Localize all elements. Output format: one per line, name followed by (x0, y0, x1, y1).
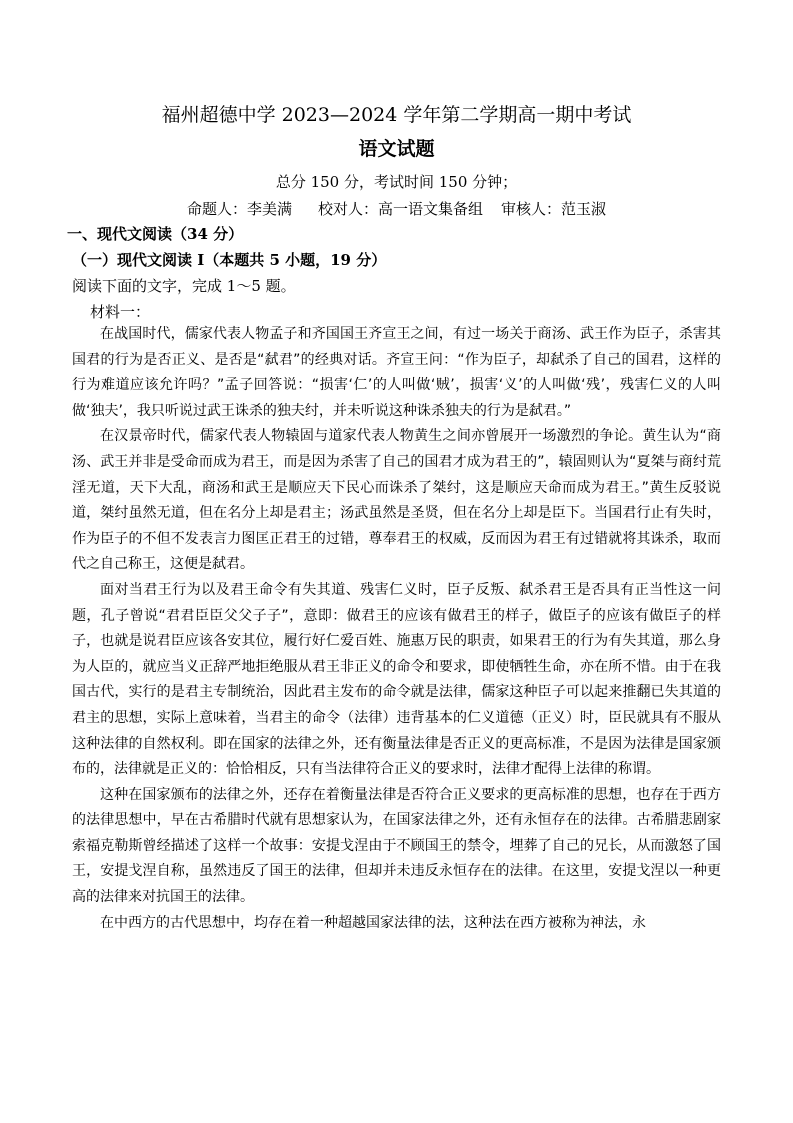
staff-line (0, 198, 793, 219)
paragraph-3: 面对当君王行为以及君王命令有失其道、残害仁义时，臣子反叛、弑杀君王是否具有正当性这一问题，孔子曾说“君君臣臣父父子子”，意即：做君王的应该有做君王的样子，做臣子的应该有做臣子的样子，也就是说君臣应该各安其位，履行好仁爱百姓、施惠万民的职责，如果君王的行为有失其道，那么身为人臣的，就应当义正辞严地拒绝服从君王非正义的命令和要求，即使牺牲生命，亦在所不惜。由于在我国古代，实行的是君主专制统治，因此君主发布的命令就是法律，儒家这种臣子可以起来推翻已失其道的君主的思想，实际上意味着，当君主的命令（法律）违背基本的仁义道德（正义）时，臣民就具有不服从这种法律的自然权利。即在国家的法律之外，还有衡量法律是否正义的更高标准，不是因为法律是国家颁布的，法律就是正义的：恰恰相反，只有当法律符合正义的要求时，法律才配得上法律的称谓。 (72, 581, 721, 778)
paragraph-4: 这种在国家颁布的法律之外，还存在着衡量法律是否符合正义要求的更高标准的思想，也存在于西方的法律思想中，早在古希腊时代就有思想家认为，在国家法律之外，还有永恒存在的法律。古希腊悲剧家索福克勒斯曾经描述了这样一个故事：安提戈涅由于不顾国王的禁令，埋葬了自己的兄长，从而激怒了国王，安提戈涅自称，虽然违反了国王的法律，但却并未违反永恒存在的法律。在这里，安提戈涅以一种更高的法律来对抗国王的法律。 (72, 786, 721, 906)
paragraph-2: 在汉景帝时代，儒家代表人物辕固与道家代表人物黄生之间亦曾展开一场激烈的争论。黄生认为“商汤、武王并非是受命而成为君王，而是因为杀害了自己的国君才成为君王的”，辕固则认为“夏桀与商纣荒淫无道，天下大乱，商汤和武王是顺应天下民心而诛杀了桀纣，这是顺应天命而成为君王。”黄生反驳说道，桀纣虽然无道，但在名分上却是君主；汤武虽然是圣贤，但在名分上却是臣下。当国君行止有失时，作为臣子的不但不发表言力图匡正君王的过错，尊奉君王的权威，反而因为君王有过错就将其诛杀，取而代之自己称王，这便是弑君。 (72, 428, 721, 573)
reading-instruction: 阅读下面的文字，完成 1～5 题。 (72, 277, 296, 295)
setter-text: 命题人：李美满 (186, 200, 292, 218)
paragraph-5: 在中西方的古代思想中，均存在着一种超越国家法律的法，这种法在西方被称为神法，永 (100, 914, 646, 931)
reviewer-text: 审核人：范玉淑 (501, 200, 607, 218)
score-time-line: 总分 150 分，考试时间 150 分钟； (275, 173, 518, 191)
material-label: 材料一： (90, 303, 151, 321)
part1-heading: 一、现代文阅读（34 分） (67, 225, 244, 243)
part1-sub1-heading: （一）现代文阅读 I（本题共 5 小题，19 分） (72, 251, 387, 269)
material-body (72, 322, 721, 936)
subject-title: 语文试题 (358, 138, 435, 160)
exam-title: 福州超德中学 2023—2024 学年第二学期高一期中考试 (161, 104, 632, 126)
paragraph-1: 在战国时代，儒家代表人物孟子和齐国国王齐宣王之间，有过一场关于商汤、武王作为臣子，杀害其国君的行为是否正义、是否是“弑君”的经典对话。齐宣王问：“作为臣子，却弑杀了自己的国君，这样的行为难道应该允许吗？”孟子回答说：“损害‘仁’的人叫做‘贼’，损害‘义’的人叫做‘残’，残害仁义的人叫做‘独夫’，我只听说过武王诛杀的独夫纣，并未听说这种诛杀独夫的行为是弑君。” (72, 326, 721, 419)
proofreader-text: 校对人：高一语文集备组 (317, 200, 483, 218)
